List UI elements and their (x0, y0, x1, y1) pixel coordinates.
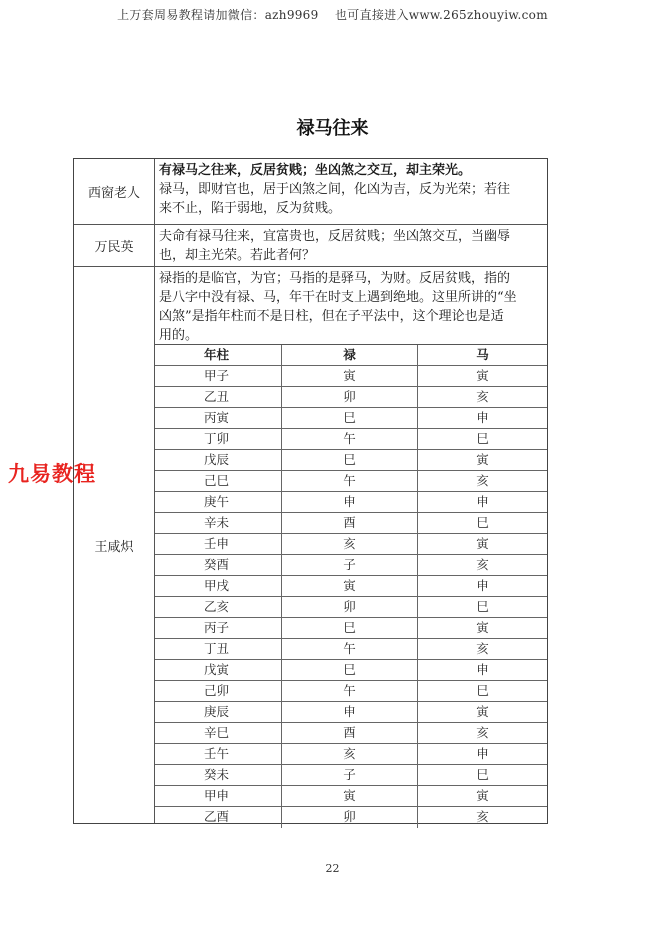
table-cell: 巳 (476, 599, 489, 614)
table-cell: 甲子 (155, 366, 282, 386)
table-cell: 辛未 (155, 513, 282, 533)
table-cell: 戊辰 (155, 450, 282, 470)
table-cell: 亥 (476, 389, 489, 404)
table-row (155, 765, 547, 786)
table-cell: 丙子 (155, 618, 282, 638)
section-text (155, 225, 547, 266)
table-cell: 戊寅 (155, 660, 282, 680)
watermark: 九易教程 (8, 462, 96, 486)
table-row (155, 744, 547, 765)
text-line: 禄马，即财官也，居于凶煞之间，化凶为吉，反为光荣；若往 (159, 182, 511, 197)
table-row (155, 597, 547, 618)
text-line: 来不止，陷于弱地，反为贫贱。 (159, 201, 342, 216)
column-header: 年柱 (155, 345, 282, 365)
table-cell: 庚午 (155, 492, 282, 512)
table-row (155, 513, 547, 534)
table-row (155, 618, 547, 639)
table-cell: 午 (282, 429, 418, 449)
table-cell: 寅 (476, 452, 489, 467)
table-cell: 子 (282, 555, 418, 575)
column-header: 禄 (282, 345, 418, 365)
section-row-xichuang (74, 159, 547, 225)
table-row (155, 534, 547, 555)
section-row-wanminying (74, 225, 547, 267)
table-cell: 巳 (476, 431, 489, 446)
table-row (155, 429, 547, 450)
text-line: 有禄马之往来，反居贫贱；坐凶煞之交互，却主荣光。 (159, 163, 472, 178)
table-row (155, 471, 547, 492)
table-cell: 巳 (476, 515, 489, 530)
table-cell: 卯 (282, 387, 418, 407)
table-cell: 亥 (282, 534, 418, 554)
table-cell: 寅 (476, 788, 489, 803)
section-text (155, 267, 547, 347)
table-cell: 乙丑 (155, 387, 282, 407)
table-cell: 申 (476, 494, 489, 509)
table-cell: 寅 (476, 620, 489, 635)
table-cell: 巳 (282, 408, 418, 428)
table-row (155, 576, 547, 597)
table-row (155, 366, 547, 387)
table-row (155, 786, 547, 807)
table-cell: 申 (282, 702, 418, 722)
page-number: 22 (325, 862, 340, 875)
table-cell: 卯 (282, 597, 418, 617)
table-row (155, 639, 547, 660)
table-cell: 癸酉 (155, 555, 282, 575)
table-row (155, 681, 547, 702)
table-cell: 午 (282, 681, 418, 701)
table-row (155, 723, 547, 744)
table-cell: 癸未 (155, 765, 282, 785)
table-cell: 壬午 (155, 744, 282, 764)
table-cell: 申 (476, 746, 489, 761)
column-header: 马 (476, 347, 489, 362)
text-line: 也，却主光荣。若此者何？ (159, 248, 316, 263)
table-cell: 己巳 (155, 471, 282, 491)
table-cell: 丁卯 (155, 429, 282, 449)
section-text (155, 159, 547, 224)
table-cell: 甲申 (155, 786, 282, 806)
table-cell: 亥 (476, 725, 489, 740)
table-cell: 酉 (282, 513, 418, 533)
table-cell: 寅 (476, 368, 489, 383)
table-cell: 子 (282, 765, 418, 785)
text-line: 夫命有禄马往来，宜富贵也，反居贫贱；坐凶煞交互，当幽辱 (159, 229, 511, 244)
table-row (155, 702, 547, 723)
table-cell: 甲戌 (155, 576, 282, 596)
text-line: 用的。 (159, 328, 199, 343)
table-cell: 申 (282, 492, 418, 512)
table-cell: 寅 (476, 704, 489, 719)
table-cell: 酉 (282, 723, 418, 743)
table-cell: 亥 (476, 809, 489, 824)
table-cell: 壬申 (155, 534, 282, 554)
table-row (155, 387, 547, 408)
lu-ma-table (155, 344, 547, 823)
table-cell: 亥 (476, 473, 489, 488)
table-row (155, 408, 547, 429)
table-cell: 巳 (282, 660, 418, 680)
table-row (155, 450, 547, 471)
table-cell: 己卯 (155, 681, 282, 701)
table-cell: 巳 (282, 618, 418, 638)
table-header-row (155, 345, 547, 366)
text-line: 是八字中没有禄、马，年干在时支上遇到绝地。这里所讲的“坐 (159, 290, 517, 305)
text-line: 凶煞”是指年柱而不是日柱，但在子平法中，这个理论也是适 (159, 309, 504, 324)
table-cell: 巳 (476, 767, 489, 782)
table-cell: 巳 (282, 450, 418, 470)
table-cell: 乙亥 (155, 597, 282, 617)
table-cell: 午 (282, 639, 418, 659)
table-cell: 庚辰 (155, 702, 282, 722)
page-title: 禄马往来 (296, 118, 369, 139)
table-cell: 寅 (282, 786, 418, 806)
main-table (73, 158, 548, 824)
table-cell: 寅 (476, 536, 489, 551)
table-cell: 丙寅 (155, 408, 282, 428)
table-cell: 申 (476, 662, 489, 677)
table-cell: 亥 (476, 641, 489, 656)
header-banner: 上万套周易教程请加微信：azh9969 也可直接进入www.265zhouyiw.com (117, 8, 548, 22)
table-cell: 申 (476, 410, 489, 425)
section-author: 万民英 (74, 225, 155, 266)
table-row (155, 660, 547, 681)
section-author: 西窗老人 (74, 159, 155, 224)
table-cell: 寅 (282, 366, 418, 386)
table-cell: 亥 (476, 557, 489, 572)
table-row (155, 492, 547, 513)
table-cell: 巳 (476, 683, 489, 698)
table-cell: 辛巳 (155, 723, 282, 743)
table-cell: 丁丑 (155, 639, 282, 659)
table-row (155, 555, 547, 576)
table-cell: 亥 (282, 744, 418, 764)
table-cell: 寅 (282, 576, 418, 596)
table-cell: 乙酉 (155, 807, 282, 828)
text-line: 禄指的是临官，为官；马指的是驿马，为财。反居贫贱，指的 (159, 271, 511, 286)
table-body (155, 366, 547, 828)
table-cell: 申 (476, 578, 489, 593)
table-cell: 卯 (282, 807, 418, 828)
section-author: 王咸炽 (74, 267, 155, 823)
table-cell: 午 (282, 471, 418, 491)
table-row (155, 807, 547, 828)
